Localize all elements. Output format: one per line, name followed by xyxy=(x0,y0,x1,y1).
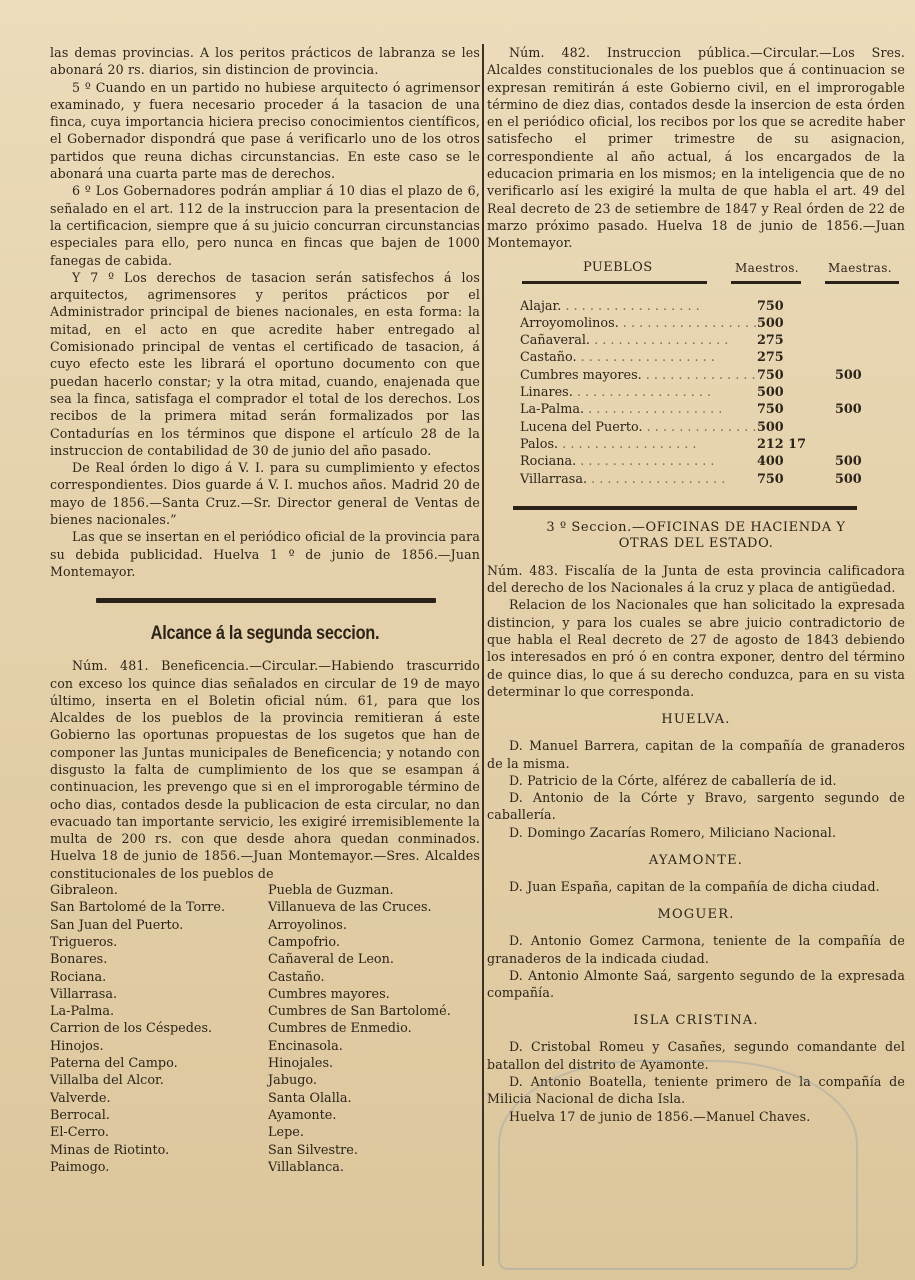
table-row xyxy=(487,315,905,332)
section-heading: OTRAS DEL ESTADO. xyxy=(618,535,774,551)
town-name: Puebla de Guzman. xyxy=(268,883,394,899)
town-name: Cumbres de San Bartolomé. xyxy=(268,1004,451,1020)
pueblo-name: Cañaveral. . . . xyxy=(487,332,757,349)
left-column xyxy=(50,44,480,1176)
town-name: San Juan del Puerto. xyxy=(50,917,184,933)
town-name: Santa Olalla. xyxy=(268,1090,352,1106)
town-name: San Silvestre. xyxy=(268,1142,358,1158)
table-row xyxy=(487,298,905,315)
section-heading: 3 º Seccion.—OFICINAS DE HACIENDA Y xyxy=(546,519,846,535)
town-name: San Bartolomé de la Torre. xyxy=(50,900,226,916)
signature-line: Huelva 17 de junio de 1856.—Manuel Chaves. xyxy=(509,1108,811,1124)
maestras-value xyxy=(835,315,905,332)
pueblo-name: Lucena del Puerto. . . . xyxy=(487,419,757,436)
town-name: Minas de Riotinto. xyxy=(50,1142,170,1158)
town-name: Lepe. xyxy=(268,1125,304,1141)
town-name: El-Cerro. xyxy=(50,1125,109,1141)
town-name: Villalba del Alcor. xyxy=(50,1073,164,1089)
table-row xyxy=(487,401,905,418)
table-header-rules xyxy=(487,281,905,284)
maestros-value: 275 xyxy=(757,350,784,366)
maestras-value: 500 xyxy=(835,471,862,487)
pueblo-name: Alajar. . . . xyxy=(487,298,757,315)
town-name: Carrion de los Céspedes. xyxy=(50,1021,213,1037)
list-item: D. Manuel Barrera, capitan de la compañía de granaderos de la misma. xyxy=(487,738,905,771)
town-name: Cumbres mayores. xyxy=(268,986,390,1002)
maestras-value xyxy=(835,332,905,349)
pueblos-table xyxy=(487,298,905,488)
maestras-value xyxy=(835,349,905,366)
article-paragraph: Relacion de los Nacionales que han solicitado la expresada distincion, y para los cuales se abre juicio contradictorio de que habla el Real decreto de 27 de agosto de 1843 debiendo los interesados en pró ó en contra exponer, dentro del término de quince dias, lo que á su derecho conduzca, para en su vista determinar lo que corresponda. xyxy=(487,597,905,699)
maestras-value: 500 xyxy=(835,367,862,383)
maestros-value: 500 xyxy=(757,315,784,331)
town-name: Trigueros. xyxy=(50,934,118,950)
article-paragraph: 6 º Los Gobernadores podrán ampliar á 10 dias el plazo de 6, señalado en el art. 112 de la instruccion para la presentacion de la certificacion, siempre que á su juicio concurran circunstancias especiales para ello, pero nunca en fincas que bajen de 1000 fanegas de cabida. xyxy=(50,183,480,268)
town-name: Gibraleon. xyxy=(50,883,118,899)
section-title: Alcance á la segunda seccion. xyxy=(150,623,380,645)
town-name: Paimogo. xyxy=(50,1159,110,1175)
article-paragraph: 5 º Cuando en un partido no hubiese arquitecto ó agrimensor examinado, y fuera necesario proceder á la tasacion de una finca, cuya importancia hiciera preciso conocimientos científicos, el Gobernador dispondrá que pase á verificarlo uno de los otros partidos que reuna dichas circunstancias. En este caso se le abonará una cuarta parte mas de derechos. xyxy=(50,79,480,182)
pueblo-name: Villarrasa. . . . xyxy=(487,471,757,488)
town-name: Arroyolinos. xyxy=(268,917,347,933)
town-name: Valverde. xyxy=(50,1090,111,1106)
town-name: Villanueva de las Cruces. xyxy=(268,900,432,916)
pueblo-name: Linares. . . . xyxy=(487,384,757,401)
maestras-value xyxy=(835,298,905,315)
town-name: Ayamonte. xyxy=(268,1107,337,1123)
maestros-value: 212 17 xyxy=(757,436,806,452)
place-heading: AYAMONTE. xyxy=(648,852,744,868)
article-paragraph: Núm. 483. Fiscalía de la Junta de esta provincia calificadora del derecho de los Nacionales á la cruz y placa de antigüedad. xyxy=(487,562,905,596)
list-item: D. Domingo Zacarías Romero, Miliciano Nacional. xyxy=(509,824,837,840)
table-row xyxy=(487,349,905,366)
maestros-value: 500 xyxy=(757,419,784,435)
town-name: Encinasola. xyxy=(268,1038,343,1054)
list-item: D. Antonio Almonte Saá, sargento segundo de la expresada compañía. xyxy=(487,967,905,1001)
town-name: La-Palma. xyxy=(50,1004,115,1020)
maestras-value: 500 xyxy=(835,454,862,470)
maestras-value: 500 xyxy=(835,402,862,418)
maestras-value xyxy=(835,419,905,436)
list-item: D. Patricio de la Córte, alférez de caballería de id. xyxy=(509,772,837,788)
town-name: Campofrio. xyxy=(268,934,340,950)
place-heading: HUELVA. xyxy=(661,712,731,728)
table-row xyxy=(487,436,905,453)
header-maestras: Maestras. xyxy=(828,260,892,275)
table-row xyxy=(487,332,905,349)
town-name: Villablanca. xyxy=(268,1159,344,1175)
header-maestros: Maestros. xyxy=(734,260,800,275)
maestras-value xyxy=(835,384,905,401)
table-row xyxy=(487,419,905,436)
maestros-value: 500 xyxy=(757,385,784,401)
section-rule xyxy=(96,598,436,603)
town-name: Jabugo. xyxy=(268,1073,317,1089)
article-paragraph: Núm. 482. Instruccion pública.—Circular.—Los Sres. Alcaldes constitucionales de los pueblos que á continuacion se expresan remitirán á este Gobierno civil, en el improrogable término de diez dias, contados desde la insercion de esta órden en el periódico oficial, los recibos por los que se acredite haber satisfecho el primer trimestre de su asignacion, correspondiente al año actual, á los encargados de la educacion primaria en los mismos; en la inteligencia que de no verificarlo así les exigiré la multa de que habla el art. 49 del Real decreto de 23 de setiembre de 1847 y Real órden de 22 de marzo próximo pasado. Huelva 18 de junio de 1856.—Juan Montemayor. xyxy=(487,45,905,251)
maestros-value: 750 xyxy=(757,471,784,487)
list-item: D. Cristobal Romeu y Casañes, segundo comandante del batallon del distrito de Ayamonte. xyxy=(487,1039,905,1072)
table-row xyxy=(487,367,905,384)
list-item: D. Juan España, capitan de la compañía de dicha ciudad. xyxy=(509,878,880,894)
article-paragraph: las demas provincias. A los peritos prácticos de labranza se les abonará 20 rs. diarios, sin distincion de provincia. xyxy=(50,45,480,78)
town-name: Rociana. xyxy=(50,969,107,985)
list-item: D. Antonio Boatella, teniente primero de la compañía de Milicia Nacional de dicha Isla. xyxy=(487,1074,905,1107)
maestros-value: 750 xyxy=(757,367,784,383)
pueblo-name: Palos. . . . xyxy=(487,436,757,453)
maestros-value: 275 xyxy=(757,333,784,349)
article-paragraph: Y 7 º Los derechos de tasacion serán satisfechos á los arquitectos, agrimensores y peritos prácticos por el Administrador principal de bienes nacionales, en esta forma: la mitad, en el acto en que acredite haber entregado al Comisionado principal de ventas el certificado de tasacion, á cuyo efecto este les librará el oportuno documento con que puedan hacerlo constar; y la otra mitad, cuando, enajenada que sea la finca, satisfaga el comprador el total de los derechos. Los recibos de la primera mitad serán formalizados por las Contadurías en los términos que dispone el artículo 28 de la instruccion de contabilidad de 30 de junio del año pasado. xyxy=(50,269,480,458)
town-column-a xyxy=(50,882,268,1176)
header-pueblos: PUEBLOS xyxy=(583,259,653,275)
table-header xyxy=(487,260,905,276)
pueblo-name: Arroyomolinos. . . . xyxy=(487,315,757,332)
place-heading: MOGUER. xyxy=(657,907,735,923)
table-row xyxy=(487,453,905,470)
table-row xyxy=(487,384,905,401)
town-name: Hinojales. xyxy=(268,1056,334,1072)
town-list xyxy=(50,882,480,1176)
town-name: Cañaveral de Leon. xyxy=(268,952,394,968)
town-name: Castaño. xyxy=(268,969,325,985)
article-paragraph: De Real órden lo digo á V. I. para su cumplimiento y efectos correspondientes. Dios guarde á V. I. muchos años. Madrid 20 de mayo de 1856.—Santa Cruz.—Sr. Director general de Ventas de bienes nacionales.” xyxy=(50,460,480,528)
list-item: D. Antonio Gomez Carmona, teniente de la compañía de granaderos de la indicada ciudad. xyxy=(487,933,905,966)
town-column-b xyxy=(268,882,480,1176)
place-heading: ISLA CRISTINA. xyxy=(633,1013,759,1029)
maestros-value: 750 xyxy=(757,402,784,418)
maestros-value: 400 xyxy=(757,454,784,470)
section-rule xyxy=(513,506,857,510)
pueblo-name: La-Palma. . . . xyxy=(487,401,757,418)
maestros-value: 750 xyxy=(757,298,784,314)
town-name: Villarrasa. xyxy=(50,986,118,1002)
town-name: Berrocal. xyxy=(50,1107,110,1123)
column-divider xyxy=(482,44,484,1266)
town-name: Cumbres de Enmedio. xyxy=(268,1021,412,1037)
pueblo-name: Cumbres mayores. . . . xyxy=(487,367,757,384)
pueblo-name: Castaño. . . . xyxy=(487,349,757,366)
pueblo-name: Rociana. . . . xyxy=(487,453,757,470)
list-item: D. Antonio de la Córte y Bravo, sargento segundo de caballería. xyxy=(487,790,905,823)
maestras-value xyxy=(835,436,905,453)
town-name: Hinojos. xyxy=(50,1038,104,1054)
town-name: Bonares. xyxy=(50,952,108,968)
right-column xyxy=(487,44,905,1125)
town-name: Paterna del Campo. xyxy=(50,1056,178,1072)
circular-paragraph: Núm. 481. Beneficencia.—Circular.—Habiendo trascurrido con exceso los quince dias señalados en circular de 19 de mayo último, inserta en el Boletin oficial núm. 61, para que los Alcaldes de los pueblos de la provincia remitieran á este Gobierno las oportunas propuestas de los sugetos que han de componer las Juntas municipales de Beneficencia; y notando con disgusto la falta de cumplimiento de los que se esampan á continuacion, les prevengo que si en el improrogable término de ocho dias, contados desde la publicacion de esta circular, no dan evacuado tan importante servicio, les exigiré irremisiblemente la multa de 200 rs. con que desde ahora quedan conminados. Huelva 18 de junio de 1856.—Juan Montemayor.—Sres. Alcaldes constitucionales de los pueblos de xyxy=(50,658,480,881)
article-paragraph: Las que se insertan en el periódico oficial de la provincia para su debida publicidad. Huelva 1 º de junio de 1856.—Juan Montemayor. xyxy=(50,529,480,579)
table-row xyxy=(487,471,905,488)
